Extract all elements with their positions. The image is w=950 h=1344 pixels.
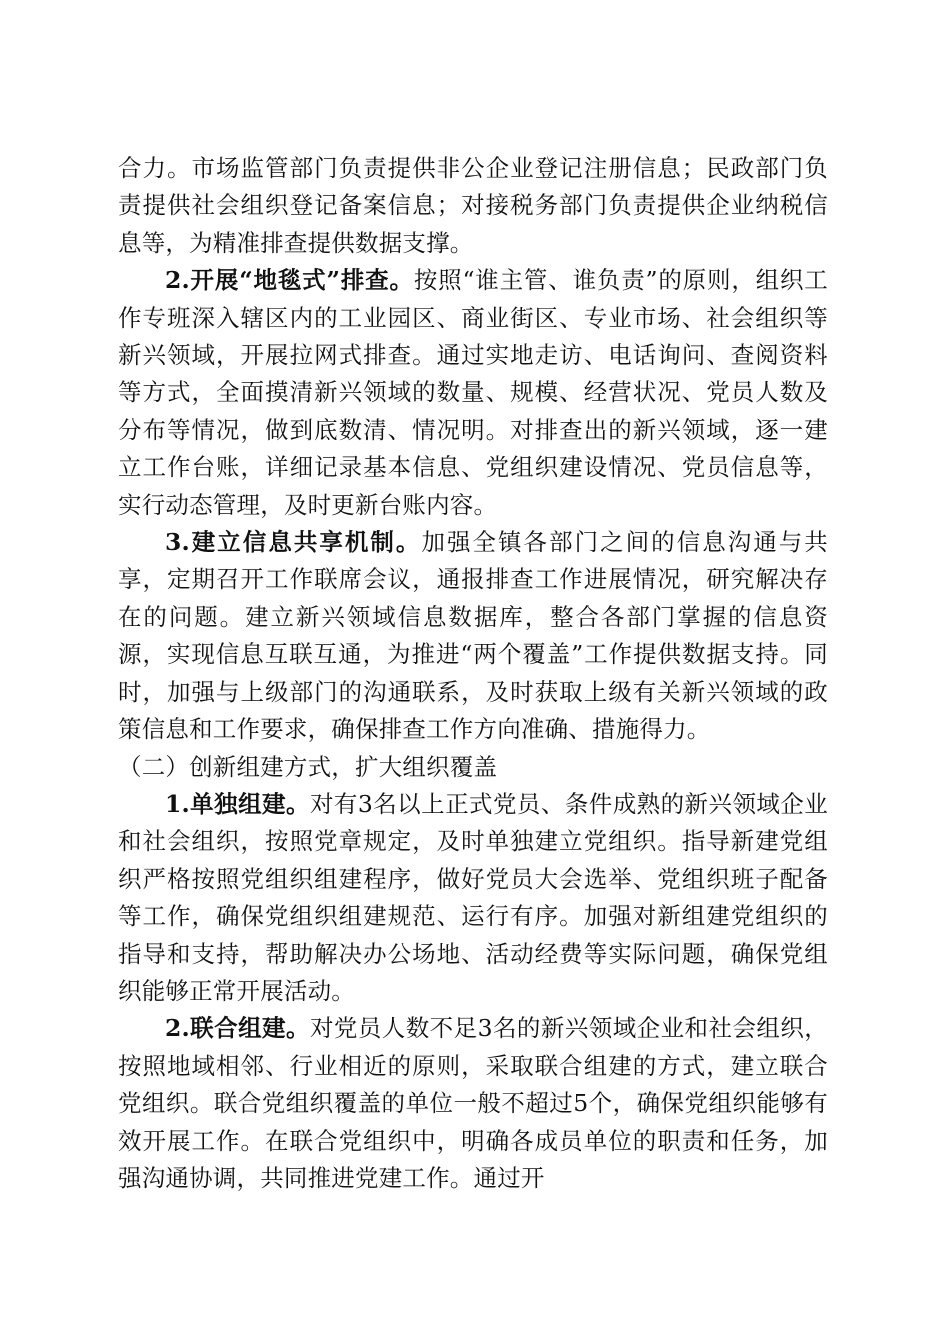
paragraph-text: 对党员人数不足3名的新兴领域企业和社会组织，按照地域相邻、行业相近的原则，采取联合组建的方式，建立联合党组织。联合党组织覆盖的单位一般不超过5个，确保党组织能够有效开展工作。在联合党组织中，明确各成员单位的职责和任务，加强沟通协调，共同推进党建工作。通过开 bbox=[118, 1014, 829, 1192]
paragraph-text: 加强全镇各部门之间的信息沟通与共享，定期召开工作联席会议，通报排查工作进展情况，研究解决存在的问题。建立新兴领域信息数据库，整合各部门掌握的信息资源，实现信息互联互通，为推进“两个覆盖”工作提供数据支持。同时，加强与上级部门的沟通联系，及时获取上级有关新兴领域的政策信息和工作要求，确保排查工作方向准确、措施得力。 bbox=[118, 528, 829, 744]
section-heading-text: （二）创新组建方式，扩大组织覆盖 bbox=[118, 752, 498, 781]
paragraph-single-build bbox=[118, 786, 828, 1010]
paragraph-lead: 2.开展“地毯式”排查。 bbox=[165, 266, 414, 295]
paragraph-text: 按照“谁主管、谁负责”的原则，组织工作专班深入辖区内的工业园区、商业街区、专业市场、社会组织等新兴领域，开展拉网式排查。通过实地走访、电话询问、查阅资料等方式，全面摸清新兴领域的数量、规模、经营状况、党员人数及分布等情况，做到底数清、情况明。对排查出的新兴领域，逐一建立工作台账，详细记录基本信息、党组织建设情况、党员信息等，实行动态管理，及时更新台账内容。 bbox=[118, 266, 828, 519]
paragraph-lead: 3.建立信息共享机制。 bbox=[165, 528, 422, 557]
section-heading bbox=[118, 749, 828, 786]
document-body bbox=[118, 150, 828, 1197]
paragraph-continuation bbox=[118, 150, 828, 262]
paragraph-info-sharing bbox=[118, 524, 828, 748]
paragraph-text: 对有3名以上正式党员、条件成熟的新兴领域企业和社会组织，按照党章规定，及时单独建立党组织。指导新建党组织严格按照党组织组建程序，做好党员大会选举、党组织班子配备等工作，确保党组织组建规范、运行有序。加强对新组建党组织的指导和支持，帮助解决办公场地、活动经费等实际问题，确保党组织能够正常开展活动。 bbox=[118, 789, 829, 1005]
paragraph-joint-build bbox=[118, 1010, 828, 1197]
paragraph-carpet-survey bbox=[118, 262, 828, 524]
paragraph-lead: 2.联合组建。 bbox=[165, 1014, 310, 1043]
paragraph-text: 合力。市场监管部门负责提供非公企业登记注册信息；民政部门负责提供社会组织登记备案信息；对接税务部门负责提供企业纳税信息等，为精准排查提供数据支撑。 bbox=[118, 154, 828, 257]
paragraph-lead: 1.单独组建。 bbox=[165, 789, 310, 818]
